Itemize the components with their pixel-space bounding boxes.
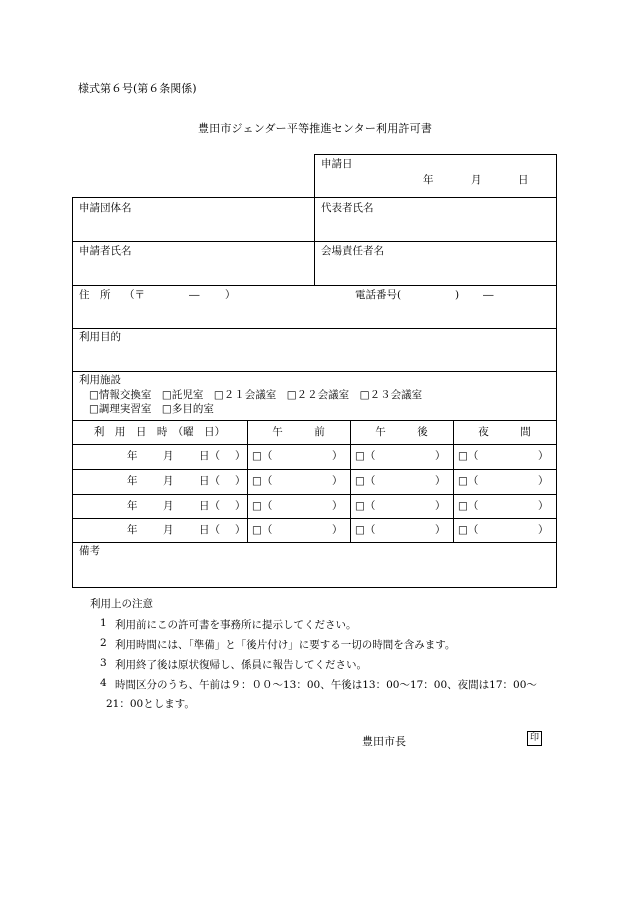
morning-slot-open: □（ bbox=[252, 450, 273, 462]
row-year: 年 bbox=[127, 450, 138, 462]
row-year: 年 bbox=[127, 500, 138, 512]
morning-slot-open: □（ bbox=[252, 524, 273, 536]
form-divider bbox=[314, 154, 315, 285]
note-continuation: 21：00とします。 bbox=[106, 698, 195, 710]
form-line bbox=[72, 420, 557, 421]
morning-slot-close: ） bbox=[332, 475, 343, 487]
note-text: 利用終了後は原状復帰し、係員に報告してください。 bbox=[115, 659, 367, 671]
morning-slot-close: ） bbox=[332, 450, 343, 462]
row-month: 月 bbox=[163, 475, 174, 487]
note-text: 利用前にこの許可書を事務所に提示してください。 bbox=[115, 619, 357, 631]
application-date-year: 年 bbox=[423, 174, 434, 186]
row-day: 日（ bbox=[199, 450, 220, 462]
row-day: 日（ bbox=[199, 524, 220, 536]
permit-form bbox=[72, 154, 557, 588]
schedule-header-morning: 午 前 bbox=[272, 426, 325, 438]
document-title: 豊田市ジェンダー平等推進センター利用許可書 bbox=[197, 122, 433, 135]
group-name-label: 申請団体名 bbox=[79, 202, 132, 214]
schedule-row bbox=[72, 494, 557, 518]
applicant-label: 申請者氏名 bbox=[79, 245, 132, 257]
phone-dash: ― bbox=[483, 289, 494, 301]
row-weekday-close: ） bbox=[235, 475, 246, 487]
afternoon-slot-close: ） bbox=[435, 524, 446, 536]
afternoon-slot-close: ） bbox=[435, 450, 446, 462]
note-text: 利用時間には、「準備」と「後片付け」に要する一切の時間を含みます。 bbox=[115, 639, 456, 651]
mayor-signature: 豊田市長 bbox=[362, 735, 406, 748]
form-line bbox=[72, 371, 557, 372]
evening-slot-open: □（ bbox=[458, 450, 479, 462]
form-top-border bbox=[314, 154, 557, 155]
form-line bbox=[72, 542, 557, 543]
venue-manager-label: 会場責任者名 bbox=[321, 245, 384, 257]
evening-slot-open: □（ bbox=[458, 475, 479, 487]
facilities-options-line1: □情報交換室 □託児室 □２１会議室 □２２会議室 □２３会議室 bbox=[89, 389, 423, 401]
evening-slot-close: ） bbox=[538, 524, 549, 536]
afternoon-slot-open: □（ bbox=[355, 500, 376, 512]
seal-stamp: 印 bbox=[527, 731, 542, 746]
form-number: 様式第６号(第６条関係) bbox=[78, 82, 197, 95]
facilities-label: 利用施設 bbox=[79, 374, 121, 386]
evening-slot-close: ） bbox=[538, 475, 549, 487]
afternoon-slot-open: □（ bbox=[355, 475, 376, 487]
note-number: 4 bbox=[100, 677, 107, 689]
note-number: 1 bbox=[100, 617, 107, 629]
schedule-header-afternoon: 午 後 bbox=[375, 426, 428, 438]
row-month: 月 bbox=[163, 524, 174, 536]
morning-slot-close: ） bbox=[332, 524, 343, 536]
row-year: 年 bbox=[127, 475, 138, 487]
phone-label: 電話番号( bbox=[355, 289, 402, 301]
form-line bbox=[72, 285, 557, 286]
evening-slot-open: □（ bbox=[458, 500, 479, 512]
schedule-row bbox=[72, 444, 557, 469]
postal-dash: ― bbox=[189, 289, 200, 301]
postal-close: ） bbox=[225, 289, 236, 301]
schedule-row bbox=[72, 518, 557, 542]
afternoon-slot-close: ） bbox=[435, 475, 446, 487]
application-date-month: 月 bbox=[471, 174, 482, 186]
morning-slot-open: □（ bbox=[252, 500, 273, 512]
remarks-label: 備考 bbox=[79, 545, 100, 557]
morning-slot-open: □（ bbox=[252, 475, 273, 487]
row-day: 日（ bbox=[199, 475, 220, 487]
row-month: 月 bbox=[163, 450, 174, 462]
postal-open: （〒 bbox=[124, 289, 145, 301]
schedule-row bbox=[72, 469, 557, 494]
row-weekday-close: ） bbox=[235, 524, 246, 536]
row-day: 日（ bbox=[199, 500, 220, 512]
morning-slot-close: ） bbox=[332, 500, 343, 512]
form-line bbox=[72, 328, 557, 329]
row-month: 月 bbox=[163, 500, 174, 512]
note-text: 時間区分のうち、午前は９：００～13：00、午後は13：00～17：00、夜間は17：00～ bbox=[115, 679, 537, 691]
afternoon-slot-close: ） bbox=[435, 500, 446, 512]
form-bottom-border bbox=[72, 587, 557, 588]
phone-close: ) bbox=[455, 289, 460, 301]
afternoon-slot-open: □（ bbox=[355, 524, 376, 536]
schedule-header-date: 利 用 日 時 （曜 日） bbox=[93, 426, 226, 438]
row-year: 年 bbox=[127, 524, 138, 536]
note-number: 2 bbox=[100, 637, 107, 649]
row-weekday-close: ） bbox=[235, 500, 246, 512]
row-weekday-close: ） bbox=[235, 450, 246, 462]
address-label: 住 所 bbox=[79, 289, 111, 301]
evening-slot-open: □（ bbox=[458, 524, 479, 536]
note-number: 3 bbox=[100, 657, 107, 669]
facilities-options-line2: □調理実習室 □多目的室 bbox=[89, 403, 214, 415]
usage-notes-title: 利用上の注意 bbox=[90, 598, 153, 610]
evening-slot-close: ） bbox=[538, 500, 549, 512]
application-date-day: 日 bbox=[518, 174, 529, 186]
representative-label: 代表者氏名 bbox=[321, 202, 374, 214]
application-date-label: 申請日 bbox=[321, 158, 353, 170]
purpose-label: 利用目的 bbox=[79, 331, 121, 343]
evening-slot-close: ） bbox=[538, 450, 549, 462]
afternoon-slot-open: □（ bbox=[355, 450, 376, 462]
schedule-header-evening: 夜 間 bbox=[478, 426, 531, 438]
